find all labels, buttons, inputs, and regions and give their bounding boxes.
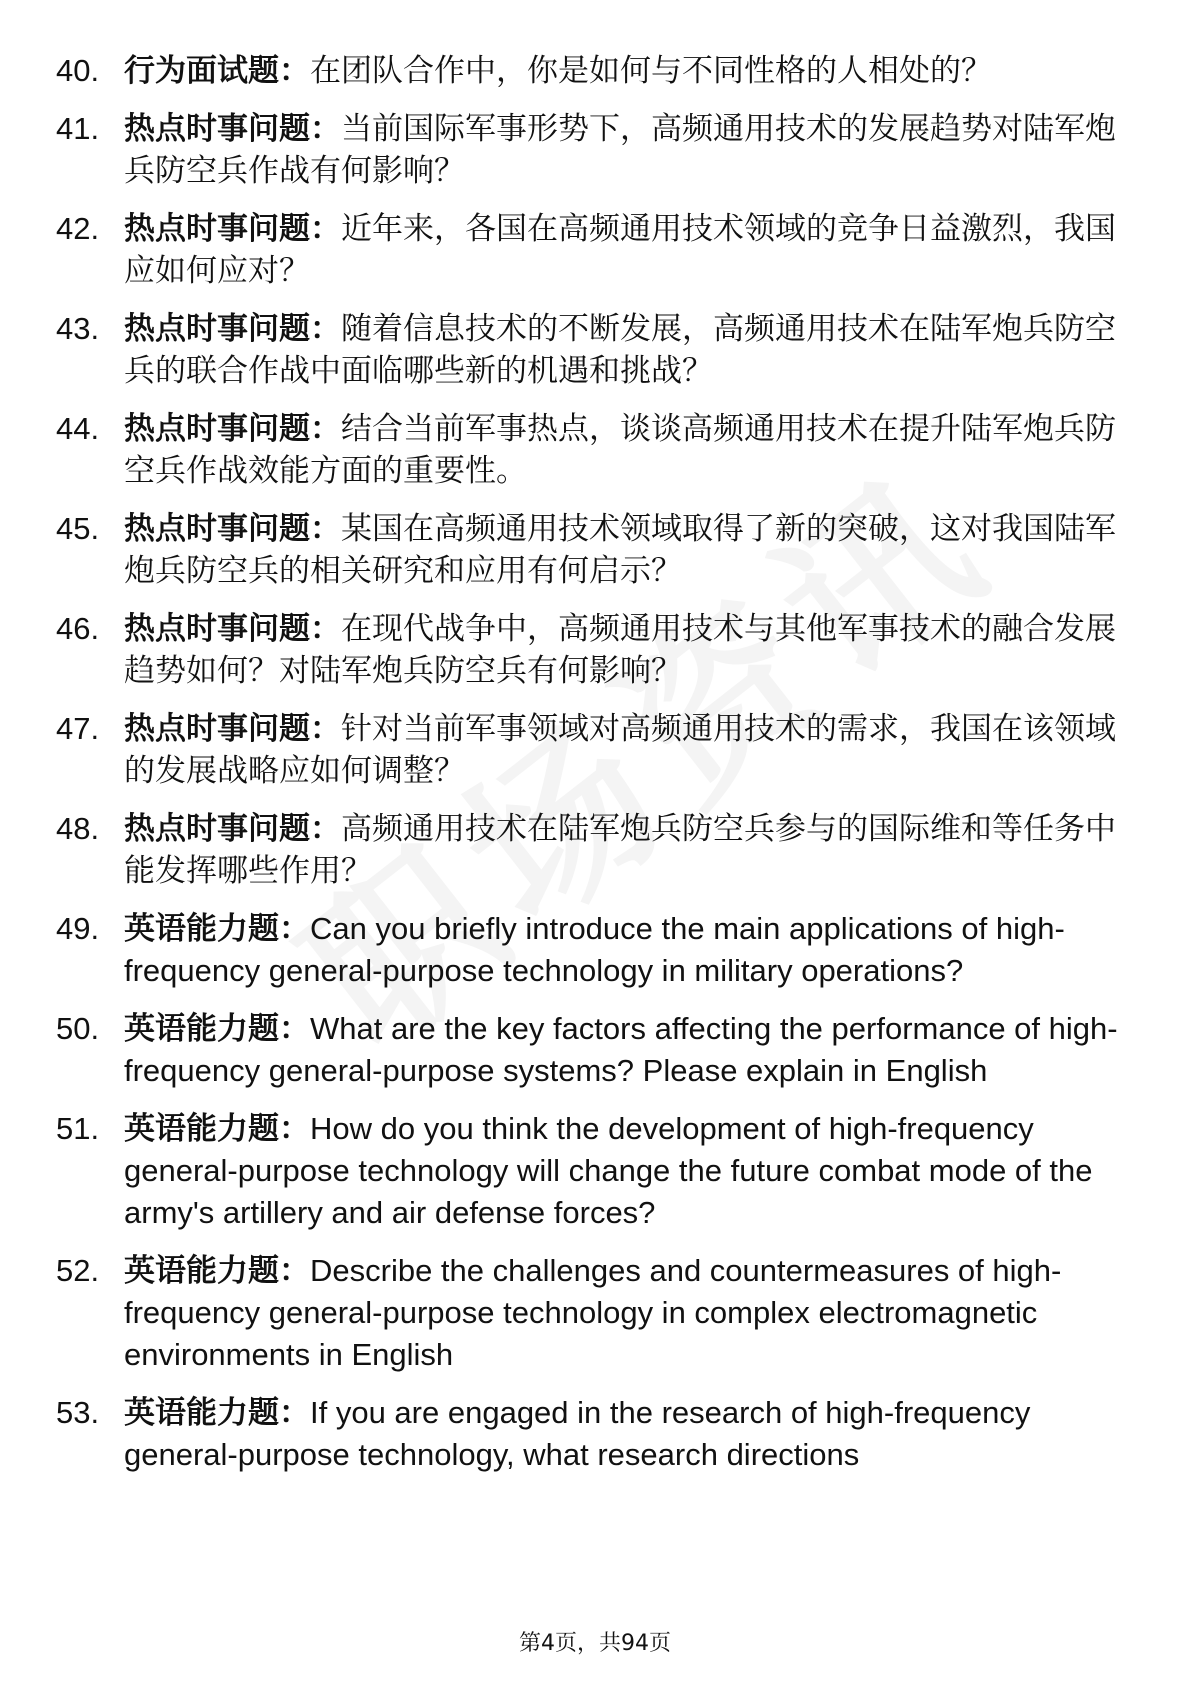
question-item (56, 308, 1136, 392)
question-category: 热点时事问题： (124, 611, 341, 646)
question-item (56, 108, 1136, 192)
question-category: 热点时事问题： (124, 511, 341, 546)
question-number: 41. (56, 111, 100, 146)
question-item (56, 808, 1136, 892)
question-number: 40. (56, 53, 100, 88)
question-item (56, 50, 1136, 92)
question-category: 热点时事问题： (124, 311, 341, 346)
question-number: 46. (56, 611, 100, 646)
question-number: 47. (56, 711, 100, 746)
question-category: 英语能力题： (124, 1111, 310, 1146)
question-text: How do you think the development of high-frequency general-purpose technology will change the future combat mode of the army's artillery and air defense forces? (124, 1111, 1093, 1230)
question-item (56, 408, 1136, 492)
question-text: 随着信息技术的不断发展，高频通用技术在陆军炮兵防空兵的联合作战中面临哪些新的机遇和挑战？ (124, 311, 1116, 388)
question-number: 43. (56, 311, 100, 346)
question-number: 53. (56, 1395, 100, 1430)
question-number: 52. (56, 1253, 100, 1288)
question-item (56, 708, 1136, 792)
question-category: 英语能力题： (124, 1395, 310, 1430)
question-number: 50. (56, 1011, 100, 1046)
question-category: 热点时事问题： (124, 811, 341, 846)
question-item (56, 1250, 1136, 1376)
question-category: 英语能力题： (124, 1253, 310, 1288)
question-item (56, 208, 1136, 292)
question-number: 48. (56, 811, 100, 846)
question-item (56, 1008, 1136, 1092)
question-number: 49. (56, 911, 100, 946)
question-category: 英语能力题： (124, 1011, 310, 1046)
question-category: 热点时事问题： (124, 211, 341, 246)
question-text: 针对当前军事领域对高频通用技术的需求，我国在该领域的发展战略应如何调整？ (124, 711, 1116, 788)
question-text: 在团队合作中，你是如何与不同性格的人相处的？ (310, 53, 992, 88)
question-text: 近年来，各国在高频通用技术领域的竞争日益激烈，我国应如何应对？ (124, 211, 1116, 288)
question-category: 热点时事问题： (124, 411, 341, 446)
question-text: Describe the challenges and countermeasures of high-frequency general-purpose technology in complex electromagnetic environments in English (124, 1253, 1062, 1372)
question-text: 结合当前军事热点，谈谈高频通用技术在提升陆军炮兵防空兵作战效能方面的重要性。 (124, 411, 1116, 488)
question-text: What are the key factors affecting the performance of high-frequency general-purpose systems? Please explain in English (124, 1011, 1118, 1088)
question-text: 当前国际军事形势下，高频通用技术的发展趋势对陆军炮兵防空兵作战有何影响？ (124, 111, 1116, 188)
question-number: 42. (56, 211, 100, 246)
question-text: 高频通用技术在陆军炮兵防空兵参与的国际维和等任务中能发挥哪些作用？ (124, 811, 1116, 888)
page-footer: 第4页，共94页 (519, 1631, 671, 1656)
question-number: 45. (56, 511, 100, 546)
question-number: 44. (56, 411, 100, 446)
question-category: 热点时事问题： (124, 711, 341, 746)
question-item (56, 1392, 1136, 1476)
question-category: 热点时事问题： (124, 111, 341, 146)
question-text: Can you briefly introduce the main applications of high-frequency general-purpose technology in military operations? (124, 911, 1065, 988)
question-category: 英语能力题： (124, 911, 310, 946)
question-item (56, 508, 1136, 592)
question-list (56, 50, 1136, 1492)
question-item (56, 1108, 1136, 1234)
question-number: 51. (56, 1111, 100, 1146)
question-text: 某国在高频通用技术领域取得了新的突破，这对我国陆军炮兵防空兵的相关研究和应用有何启示？ (124, 511, 1116, 588)
question-item (56, 908, 1136, 992)
question-category: 行为面试题： (124, 53, 310, 88)
question-item (56, 608, 1136, 692)
question-text: If you are engaged in the research of high-frequency general-purpose technology, what research directions (124, 1395, 1031, 1472)
question-text: 在现代战争中，高频通用技术与其他军事技术的融合发展趋势如何？对陆军炮兵防空兵有何影响？ (124, 611, 1116, 688)
